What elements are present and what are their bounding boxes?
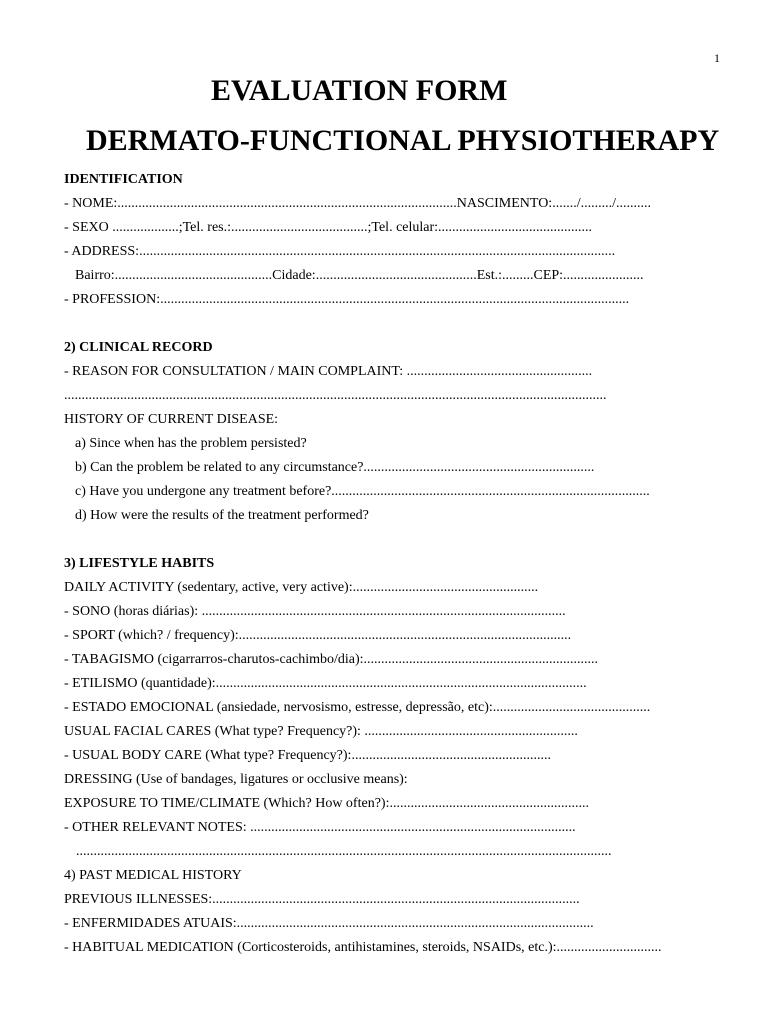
etilismo-field[interactable]: - ETILISMO (quantidade):.......................................................................................................... xyxy=(64,676,587,691)
form-title: EVALUATION FORM xyxy=(211,74,508,107)
facial-cares-field[interactable]: USUAL FACIAL CARES (What type? Frequency?): ............................................................. xyxy=(64,724,578,739)
bairro-field[interactable]: Bairro:.............................................Cidade:..............................................Est.:.........CEP:....................... xyxy=(75,268,644,283)
sexo-field[interactable]: - SEXO ...................;Tel. res.:.......................................;Tel. celular:............................................ xyxy=(64,220,593,235)
clinical-record-heading: 2) CLINICAL RECORD xyxy=(64,340,213,355)
question-d: d) How were the results of the treatment performed? xyxy=(75,508,369,523)
reason-continuation-field[interactable]: ........................................................................................................................................................... xyxy=(64,388,607,403)
history-heading: HISTORY OF CURRENT DISEASE: xyxy=(64,412,279,427)
tabagismo-field[interactable]: - TABAGISMO (cigarrarros-charutos-cachimbo/dia):................................................................... xyxy=(64,652,599,667)
question-c-field[interactable]: c) Have you undergone any treatment before?........................................................................................... xyxy=(75,484,650,499)
sono-field[interactable]: - SONO (horas diárias): ........................................................................................................ xyxy=(64,604,566,619)
exposure-field[interactable]: EXPOSURE TO TIME/CLIMATE (Which? How often?):......................................................... xyxy=(64,796,589,811)
nome-field[interactable]: - NOME:.................................................................................................NASCIMENTO:......./........./.......... xyxy=(64,196,651,211)
past-history-heading: 4) PAST MEDICAL HISTORY xyxy=(64,868,242,883)
profession-field[interactable]: - PROFESSION:...................................................................................................................................... xyxy=(64,292,630,307)
identification-heading: IDENTIFICATION xyxy=(64,172,183,187)
habitual-medication-field[interactable]: - HABITUAL MEDICATION (Corticosteroids, antihistamines, steroids, NSAIDs, etc.):.............................. xyxy=(64,940,662,955)
other-notes-field[interactable]: - OTHER RELEVANT NOTES: ............................................................................................. xyxy=(64,820,576,835)
dressing-label: DRESSING (Use of bandages, ligatures or occlusive means): xyxy=(64,772,408,787)
body-care-field[interactable]: - USUAL BODY CARE (What type? Frequency?):......................................................... xyxy=(64,748,551,763)
previous-illnesses-field[interactable]: PREVIOUS ILLNESSES:......................................................................................................... xyxy=(64,892,580,907)
page-number: 1 xyxy=(714,51,720,65)
reason-field[interactable]: - REASON FOR CONSULTATION / MAIN COMPLAINT: ..................................................... xyxy=(64,364,593,379)
sport-field[interactable]: - SPORT (which? / frequency):............................................................................................... xyxy=(64,628,572,643)
lifestyle-heading: 3) LIFESTYLE HABITS xyxy=(64,556,215,571)
question-b-field[interactable]: b) Can the problem be related to any circumstance?.................................................................. xyxy=(75,460,595,475)
address-field[interactable]: - ADDRESS:........................................................................................................................................ xyxy=(64,244,616,259)
form-subtitle: DERMATO-FUNCTIONAL PHYSIOTHERAPY xyxy=(86,124,720,157)
estado-emocional-field[interactable]: - ESTADO EMOCIONAL (ansiedade, nervosismo, estresse, depressão, etc):............................................. xyxy=(64,700,651,715)
question-a: a) Since when has the problem persisted? xyxy=(75,436,307,451)
enfermidades-atuais-field[interactable]: - ENFERMIDADES ATUAIS:...................................................................................................... xyxy=(64,916,594,931)
daily-activity-field[interactable]: DAILY ACTIVITY (sedentary, active, very active):..................................................... xyxy=(64,580,539,595)
other-notes-continuation-field[interactable]: ......................................................................................................................................................... xyxy=(76,844,612,859)
